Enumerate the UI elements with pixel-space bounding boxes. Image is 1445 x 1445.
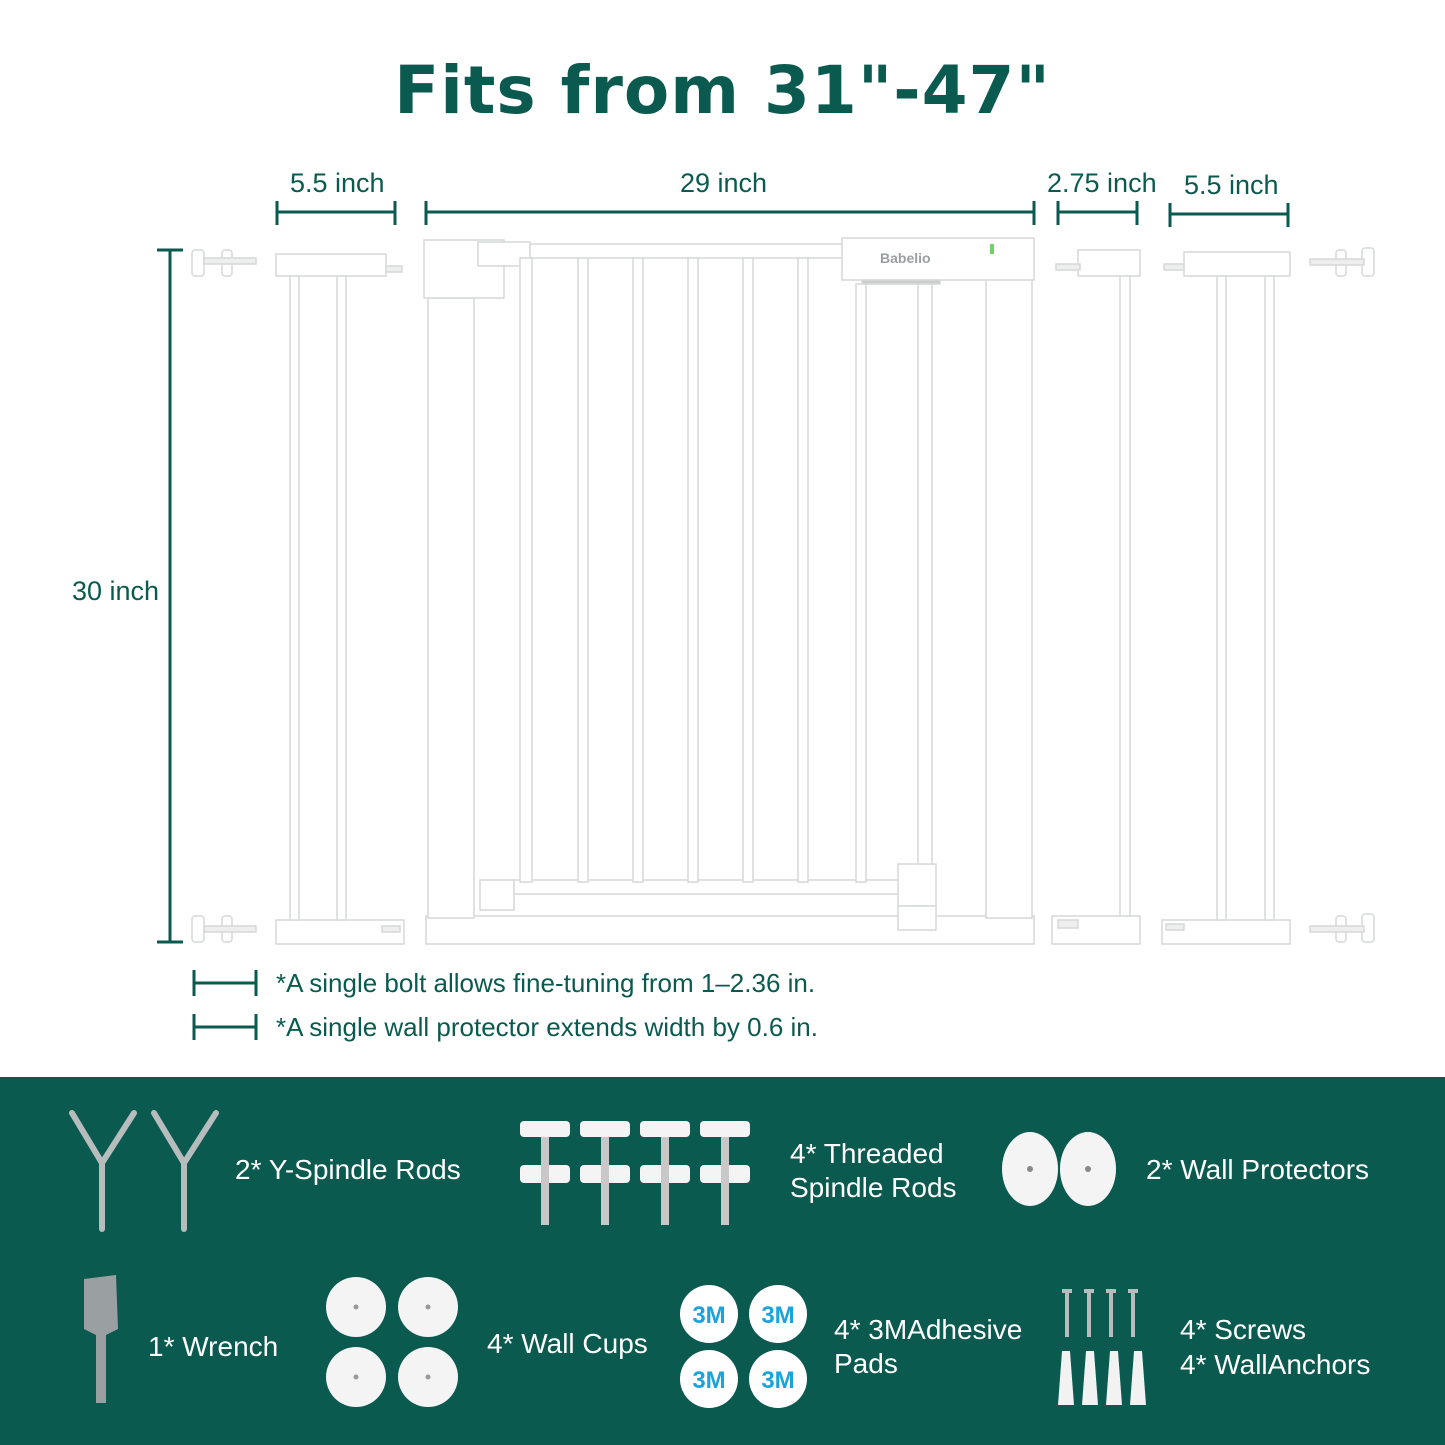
right-top-spindle-bolt (1310, 248, 1374, 276)
right-bottom-spindle-bolt (1310, 914, 1374, 942)
page-title: Fits from 31"-47" (394, 52, 1051, 129)
wrench-label: 1* Wrench (148, 1331, 279, 1362)
wrench-icon (76, 1273, 126, 1409)
left-extension-width-label: 5.5 inch (290, 168, 385, 198)
gate-height-label: 30 inch (72, 576, 160, 606)
adhesive-pad-badge: 3M (761, 1302, 795, 1329)
threaded-spindle-rods-label-line2: Spindle Rods (790, 1172, 957, 1203)
main-gate-bars (520, 258, 932, 882)
gate-width-label: 29 inch (680, 168, 768, 198)
right-extension-width-label: 5.5 inch (1184, 170, 1279, 200)
small-extension-width-label: 2.75 inch (1047, 168, 1157, 198)
small-extension-panel (1052, 250, 1140, 944)
adhesive-pads-label-line1: 4* 3MAdhesive (834, 1314, 1023, 1345)
screws-label: 4* Screws (1180, 1314, 1307, 1345)
adhesive-pads-label-line2: Pads (834, 1348, 898, 1379)
left-top-spindle-bolt (192, 250, 256, 276)
right-extension-panel (1162, 252, 1290, 944)
wall-protector-note: *A single wall protector extends width by 0.6 in. (276, 1012, 818, 1042)
y-spindle-rods-label: 2* Y-Spindle Rods (235, 1154, 461, 1185)
latch-indicator-light (990, 244, 994, 254)
left-extension-panel (276, 254, 404, 944)
wall-protectors-icon (1000, 1129, 1120, 1209)
screws-and-anchors-icon (1052, 1285, 1156, 1411)
wall-anchors-label: 4* WallAnchors (1180, 1349, 1371, 1380)
main-gate-frame (424, 238, 1034, 944)
brand-logo: Babelio (880, 250, 931, 266)
wall-cups-icon (324, 1275, 464, 1409)
adhesive-pads-icon (678, 1283, 810, 1413)
adhesive-pad-badge: 3M (692, 1367, 726, 1394)
threaded-spindle-rods-label-line1: 4* Threaded (790, 1138, 944, 1169)
wall-protectors-label: 2* Wall Protectors (1146, 1154, 1370, 1185)
left-bottom-spindle-bolt (192, 916, 256, 942)
adhesive-pad-badge: 3M (761, 1367, 795, 1394)
y-spindle-rods-icon (66, 1105, 226, 1235)
bolt-note: *A single bolt allows fine-tuning from 1–2.36 in. (276, 968, 816, 998)
adhesive-pad-badge: 3M (692, 1302, 726, 1329)
dimension-lines (157, 201, 1288, 1040)
wall-cups-label: 4* Wall Cups (487, 1328, 648, 1359)
threaded-spindle-rods-icon (516, 1117, 756, 1227)
accessories-panel (0, 1077, 1445, 1445)
